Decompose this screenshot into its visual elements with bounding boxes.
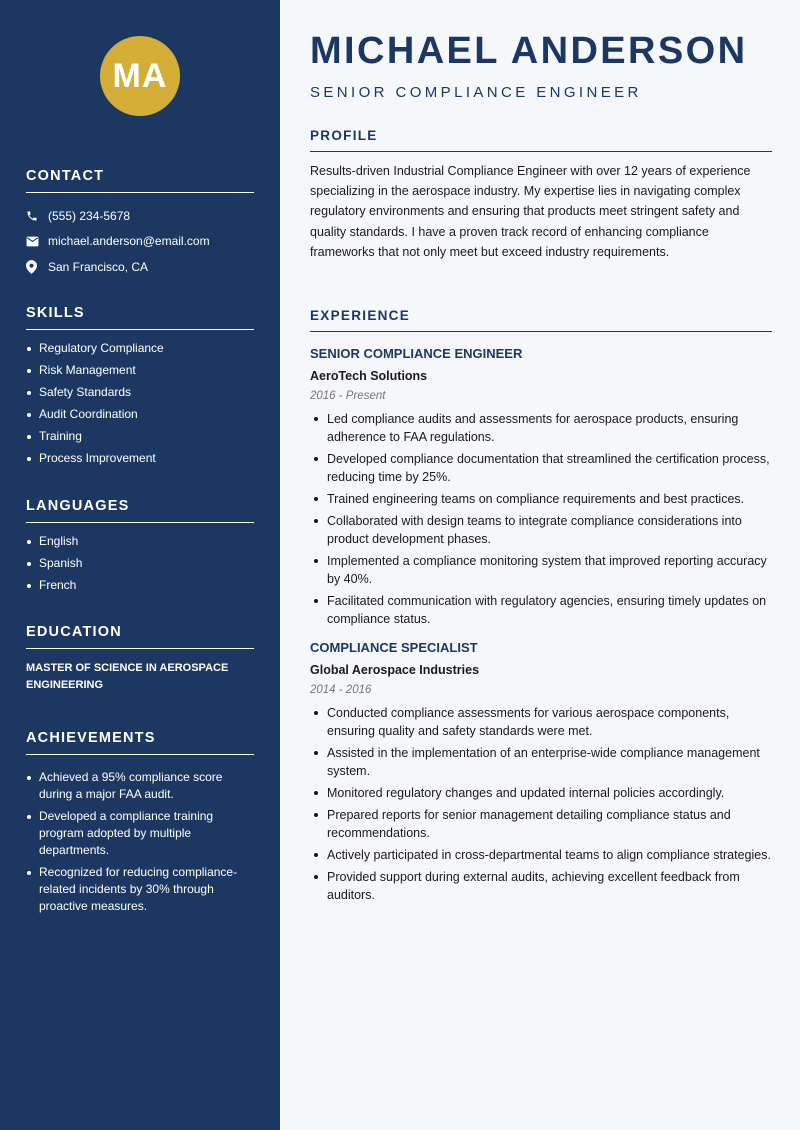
list-item: Implemented a compliance monitoring system that improved reporting accuracy by 40%. [310,552,772,588]
list-item: Assisted in the implementation of an enterprise-wide compliance management system. [310,744,772,780]
achievements-section [26,730,254,920]
profile-section [310,128,772,262]
job-bullets [310,410,772,628]
job-dates: 2014 - 2016 [310,684,372,696]
mail-icon [26,236,48,247]
contact-location [26,254,254,280]
phone-text: (555) 234-5678 [48,208,131,223]
contact-phone [26,203,254,229]
achievements-heading: ACHIEVEMENTS [26,730,254,755]
list-item: Led compliance audits and assessments for aerospace products, ensuring adherence to FAA regulations. [310,410,772,446]
list-item: Safety Standards [26,384,254,401]
page-title: MICHAEL ANDERSON [310,30,748,72]
list-item: Prepared reports for senior management detailing compliance status and recommendations. [310,806,772,842]
job-headline: SENIOR COMPLIANCE ENGINEER [310,84,642,101]
avatar: MA [100,36,180,116]
experience-heading: EXPERIENCE [310,308,772,332]
list-item: Risk Management [26,362,254,379]
email-text: michael.anderson@email.com [48,234,210,249]
skills-section [26,305,254,472]
location-text: San Francisco, CA [48,259,149,274]
list-item: Developed a compliance training program adopted by multiple departments. [26,808,254,859]
phone-icon [26,210,48,222]
skills-list [26,340,254,467]
list-item: Spanish [26,555,254,572]
job-dates: 2016 - Present [310,390,386,402]
list-item: Provided support during external audits, achieving excellent feedback from auditors. [310,868,772,904]
list-item: Recognized for reducing compliance-related incidents by 30% through proactive measures. [26,864,254,915]
list-item: French [26,577,254,594]
company-name: Global Aerospace Industries [310,663,480,677]
experience-section [310,308,772,908]
profile-text: Results-driven Industrial Compliance Engineer with over 12 years of experience specializing in the aerospace industry. My expertise lies in navigating complex regulatory environments and ensuring that products meet stringent safety and quality standards. I have a proven track record of enhancing compliance frameworks that not only meet but exceed industry requirements. [310,164,751,259]
list-item: English [26,533,254,550]
company-name: AeroTech Solutions [310,369,428,383]
job-entry [310,346,772,628]
list-item: Developed compliance documentation that streamlined the certification process, reducing time by 25%. [310,450,772,486]
list-item: Facilitated communication with regulatory agencies, ensuring timely updates on compliance status. [310,592,772,628]
education-section [26,624,254,694]
job-title: COMPLIANCE SPECIALIST [310,640,478,655]
job-bullets [310,704,772,904]
contact-heading: CONTACT [26,168,254,193]
job-title: SENIOR COMPLIANCE ENGINEER [310,346,523,361]
languages-list [26,533,254,594]
list-item: Trained engineering teams on compliance requirements and best practices. [310,490,772,508]
contact-section [26,168,254,280]
list-item: Regulatory Compliance [26,340,254,357]
languages-section [26,498,254,599]
list-item: Process Improvement [26,450,254,467]
contact-email [26,229,254,255]
skills-heading: SKILLS [26,305,254,330]
list-item: Audit Coordination [26,406,254,423]
list-item: Collaborated with design teams to integrate compliance considerations into product development phases. [310,512,772,548]
list-item: Monitored regulatory changes and updated internal policies accordingly. [310,784,772,802]
education-degree: MASTER OF SCIENCE IN AEROSPACE ENGINEERING [26,662,229,691]
list-item: Training [26,428,254,445]
education-heading: EDUCATION [26,624,254,649]
list-item: Actively participated in cross-departmental teams to align compliance strategies. [310,846,772,864]
languages-heading: LANGUAGES [26,498,254,523]
location-pin-icon [26,260,48,274]
profile-heading: PROFILE [310,128,772,152]
sidebar [0,0,280,1130]
list-item: Achieved a 95% compliance score during a major FAA audit. [26,769,254,803]
achievements-list [26,769,254,915]
list-item: Conducted compliance assessments for various aerospace components, ensuring quality and safety standards were met. [310,704,772,740]
job-entry [310,640,772,904]
